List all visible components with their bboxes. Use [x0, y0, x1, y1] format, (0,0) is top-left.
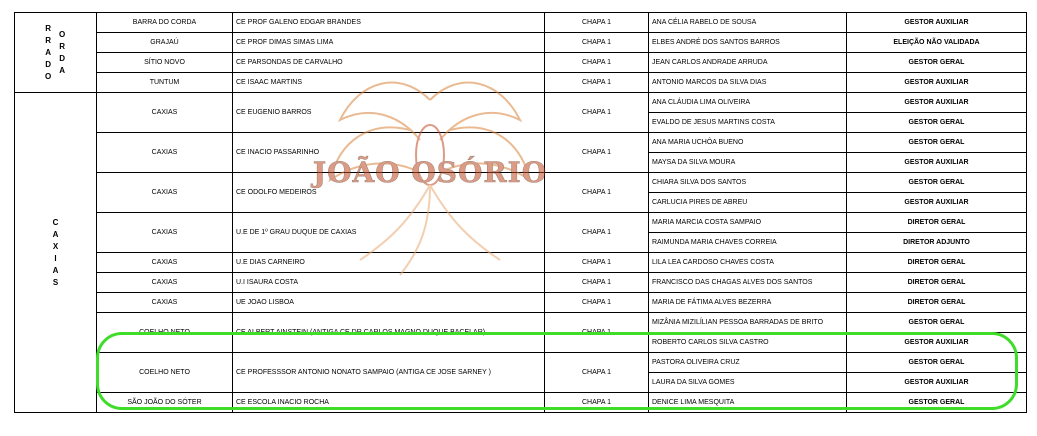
region-letter: A — [52, 265, 59, 275]
person-name-cell: MARIA MARCIA COSTA SAMPAIO — [649, 213, 847, 233]
school-cell: CE EUGENIO BARROS — [233, 93, 545, 133]
city-cell: CAXIAS — [97, 133, 233, 173]
role-cell: GESTOR AUXILIAR — [847, 153, 1027, 173]
region-letters — [15, 23, 96, 83]
table-row — [15, 33, 1027, 53]
person-name-cell: CARLUCIA PIRES DE ABREU — [649, 193, 847, 213]
city-cell: CAXIAS — [97, 253, 233, 273]
table-row — [15, 53, 1027, 73]
role-cell: ELEIÇÃO NÃO VALIDADA — [847, 33, 1027, 53]
role-cell: GESTOR AUXILIAR — [847, 73, 1027, 93]
region-letter: R — [45, 23, 51, 33]
city-cell: TUNTUM — [97, 73, 233, 93]
chapa-cell: CHAPA 1 — [545, 93, 649, 133]
school-cell: U.E DE 1º GRAU DUQUE DE CAXIAS — [233, 213, 545, 253]
city-cell: CAXIAS — [97, 93, 233, 133]
person-name-cell: MIZÂNIA MIZILÍLIAN PESSOA BARRADAS DE BRITO — [649, 313, 847, 333]
role-cell: DIRETOR ADJUNTO — [847, 233, 1027, 253]
chapa-cell: CHAPA 1 — [545, 53, 649, 73]
table-row — [15, 213, 1027, 233]
person-name-cell: DENICE LIMA MESQUITA — [649, 393, 847, 413]
chapa-cell: CHAPA 1 — [545, 273, 649, 293]
table-row — [15, 293, 1027, 313]
city-cell: GRAJAÚ — [97, 33, 233, 53]
person-name-cell: ANA MARIA UCHÔA BUENO — [649, 133, 847, 153]
chapa-cell: CHAPA 1 — [545, 13, 649, 33]
table-row — [15, 253, 1027, 273]
watermark-text: JOÃO OSÓRIO — [312, 156, 548, 189]
region-letters — [15, 217, 96, 289]
school-cell: U.I ISAURA COSTA — [233, 273, 545, 293]
school-cell: CE ALBERT AINSTEIN (ANTIGA CE DR CARLOS MAGNO DUQUE BACELAR) — [233, 313, 545, 353]
role-cell: GESTOR AUXILIAR — [847, 193, 1027, 213]
region-col-1 — [45, 23, 51, 83]
region-letter: A — [59, 65, 65, 75]
school-cell: CE PROFESSSOR ANTONIO NONATO SAMPAIO (ANTIGA CE JOSE SARNEY ) — [233, 353, 545, 393]
chapa-cell: CHAPA 1 — [545, 73, 649, 93]
region-letter: A — [52, 229, 59, 239]
table-row — [15, 93, 1027, 113]
role-cell: GESTOR AUXILIAR — [847, 373, 1027, 393]
region-letter: O — [45, 71, 52, 81]
school-cell: U.E DIAS CARNEIRO — [233, 253, 545, 273]
person-name-cell: ANTONIO MARCOS DA SILVA DIAS — [649, 73, 847, 93]
table-row — [15, 133, 1027, 153]
chapa-cell: CHAPA 1 — [545, 33, 649, 53]
role-cell: GESTOR AUXILIAR — [847, 333, 1027, 353]
region-letter: R — [45, 35, 51, 45]
school-cell: CE PROF GALENO EDGAR BRANDES — [233, 13, 545, 33]
role-cell: GESTOR AUXILIAR — [847, 13, 1027, 33]
region-label-caxias — [15, 93, 97, 413]
chapa-cell: CHAPA 1 — [545, 213, 649, 253]
city-cell: COELHO NETO — [97, 353, 233, 393]
region-label-grajau — [15, 13, 97, 93]
region-letter: D — [59, 53, 65, 63]
election-results-table — [14, 12, 1027, 413]
school-cell: CE ESCOLA INACIO ROCHA — [233, 393, 545, 413]
person-name-cell: JEAN CARLOS ANDRADE ARRUDA — [649, 53, 847, 73]
region-letter: X — [52, 241, 59, 251]
region-col-2 — [59, 29, 65, 77]
role-cell: DIRETOR GERAL — [847, 273, 1027, 293]
person-name-cell: PASTORA OLIVEIRA CRUZ — [649, 353, 847, 373]
city-cell: CAXIAS — [97, 173, 233, 213]
role-cell: DIRETOR GERAL — [847, 253, 1027, 273]
region-letter: I — [54, 253, 57, 263]
chapa-cell: CHAPA 1 — [545, 133, 649, 173]
city-cell: CAXIAS — [97, 273, 233, 293]
chapa-cell: CHAPA 1 — [545, 293, 649, 313]
role-cell: GESTOR GERAL — [847, 393, 1027, 413]
region-letter: A — [45, 47, 51, 57]
table-row — [15, 393, 1027, 413]
table-row — [15, 13, 1027, 33]
table-row — [15, 173, 1027, 193]
school-cell: CE PROF DIMAS SIMAS LIMA — [233, 33, 545, 53]
person-name-cell: LAURA DA SILVA GOMES — [649, 373, 847, 393]
school-cell: UE JOAO LISBOA — [233, 293, 545, 313]
person-name-cell: FRANCISCO DAS CHAGAS ALVES DOS SANTOS — [649, 273, 847, 293]
region-letter: O — [59, 29, 66, 39]
school-cell: CE ODOLFO MEDEIROS — [233, 173, 545, 213]
role-cell: GESTOR GERAL — [847, 113, 1027, 133]
chapa-cell: CHAPA 1 — [545, 393, 649, 413]
chapa-cell: CHAPA 1 — [545, 353, 649, 393]
region-letter: S — [52, 277, 59, 287]
role-cell: DIRETOR GERAL — [847, 213, 1027, 233]
role-cell: GESTOR GERAL — [847, 173, 1027, 193]
role-cell: GESTOR GERAL — [847, 133, 1027, 153]
city-cell: CAXIAS — [97, 213, 233, 253]
role-cell: GESTOR AUXILIAR — [847, 93, 1027, 113]
person-name-cell: CHIARA SILVA DOS SANTOS — [649, 173, 847, 193]
person-name-cell: ROBERTO CARLOS SILVA CASTRO — [649, 333, 847, 353]
school-cell: CE PARSONDAS DE CARVALHO — [233, 53, 545, 73]
city-cell: SÍTIO NOVO — [97, 53, 233, 73]
person-name-cell: LILA LEA CARDOSO CHAVES COSTA — [649, 253, 847, 273]
city-cell: CAXIAS — [97, 293, 233, 313]
person-name-cell: ANA CLÁUDIA LIMA OLIVEIRA — [649, 93, 847, 113]
person-name-cell: MAYSA DA SILVA MOURA — [649, 153, 847, 173]
chapa-cell: CHAPA 1 — [545, 253, 649, 273]
person-name-cell: RAIMUNDA MARIA CHAVES CORREIA — [649, 233, 847, 253]
region-letter: D — [45, 59, 51, 69]
school-cell: CE ISAAC MARTINS — [233, 73, 545, 93]
role-cell: GESTOR GERAL — [847, 53, 1027, 73]
city-cell: SÃO JOÃO DO SÓTER — [97, 393, 233, 413]
table-row — [15, 313, 1027, 333]
person-name-cell: ANA CÉLIA RABELO DE SOUSA — [649, 13, 847, 33]
person-name-cell: EVALDO DE JESUS MARTINS COSTA — [649, 113, 847, 133]
school-cell: CE INACIO PASSARINHO — [233, 133, 545, 173]
role-cell: GESTOR GERAL — [847, 313, 1027, 333]
city-cell: BARRA DO CORDA — [97, 13, 233, 33]
chapa-cell: CHAPA 1 — [545, 173, 649, 213]
table-row — [15, 73, 1027, 93]
table-row — [15, 353, 1027, 373]
chapa-cell: CHAPA 1 — [545, 313, 649, 353]
table-row — [15, 273, 1027, 293]
person-name-cell: MARIA DE FÁTIMA ALVES BEZERRA — [649, 293, 847, 313]
role-cell: GESTOR GERAL — [847, 353, 1027, 373]
role-cell: DIRETOR GERAL — [847, 293, 1027, 313]
region-letter: C — [52, 217, 59, 227]
person-name-cell: ELBES ANDRÉ DOS SANTOS BARROS — [649, 33, 847, 53]
city-cell: COELHO NETO — [97, 313, 233, 353]
region-letter: R — [59, 41, 65, 51]
